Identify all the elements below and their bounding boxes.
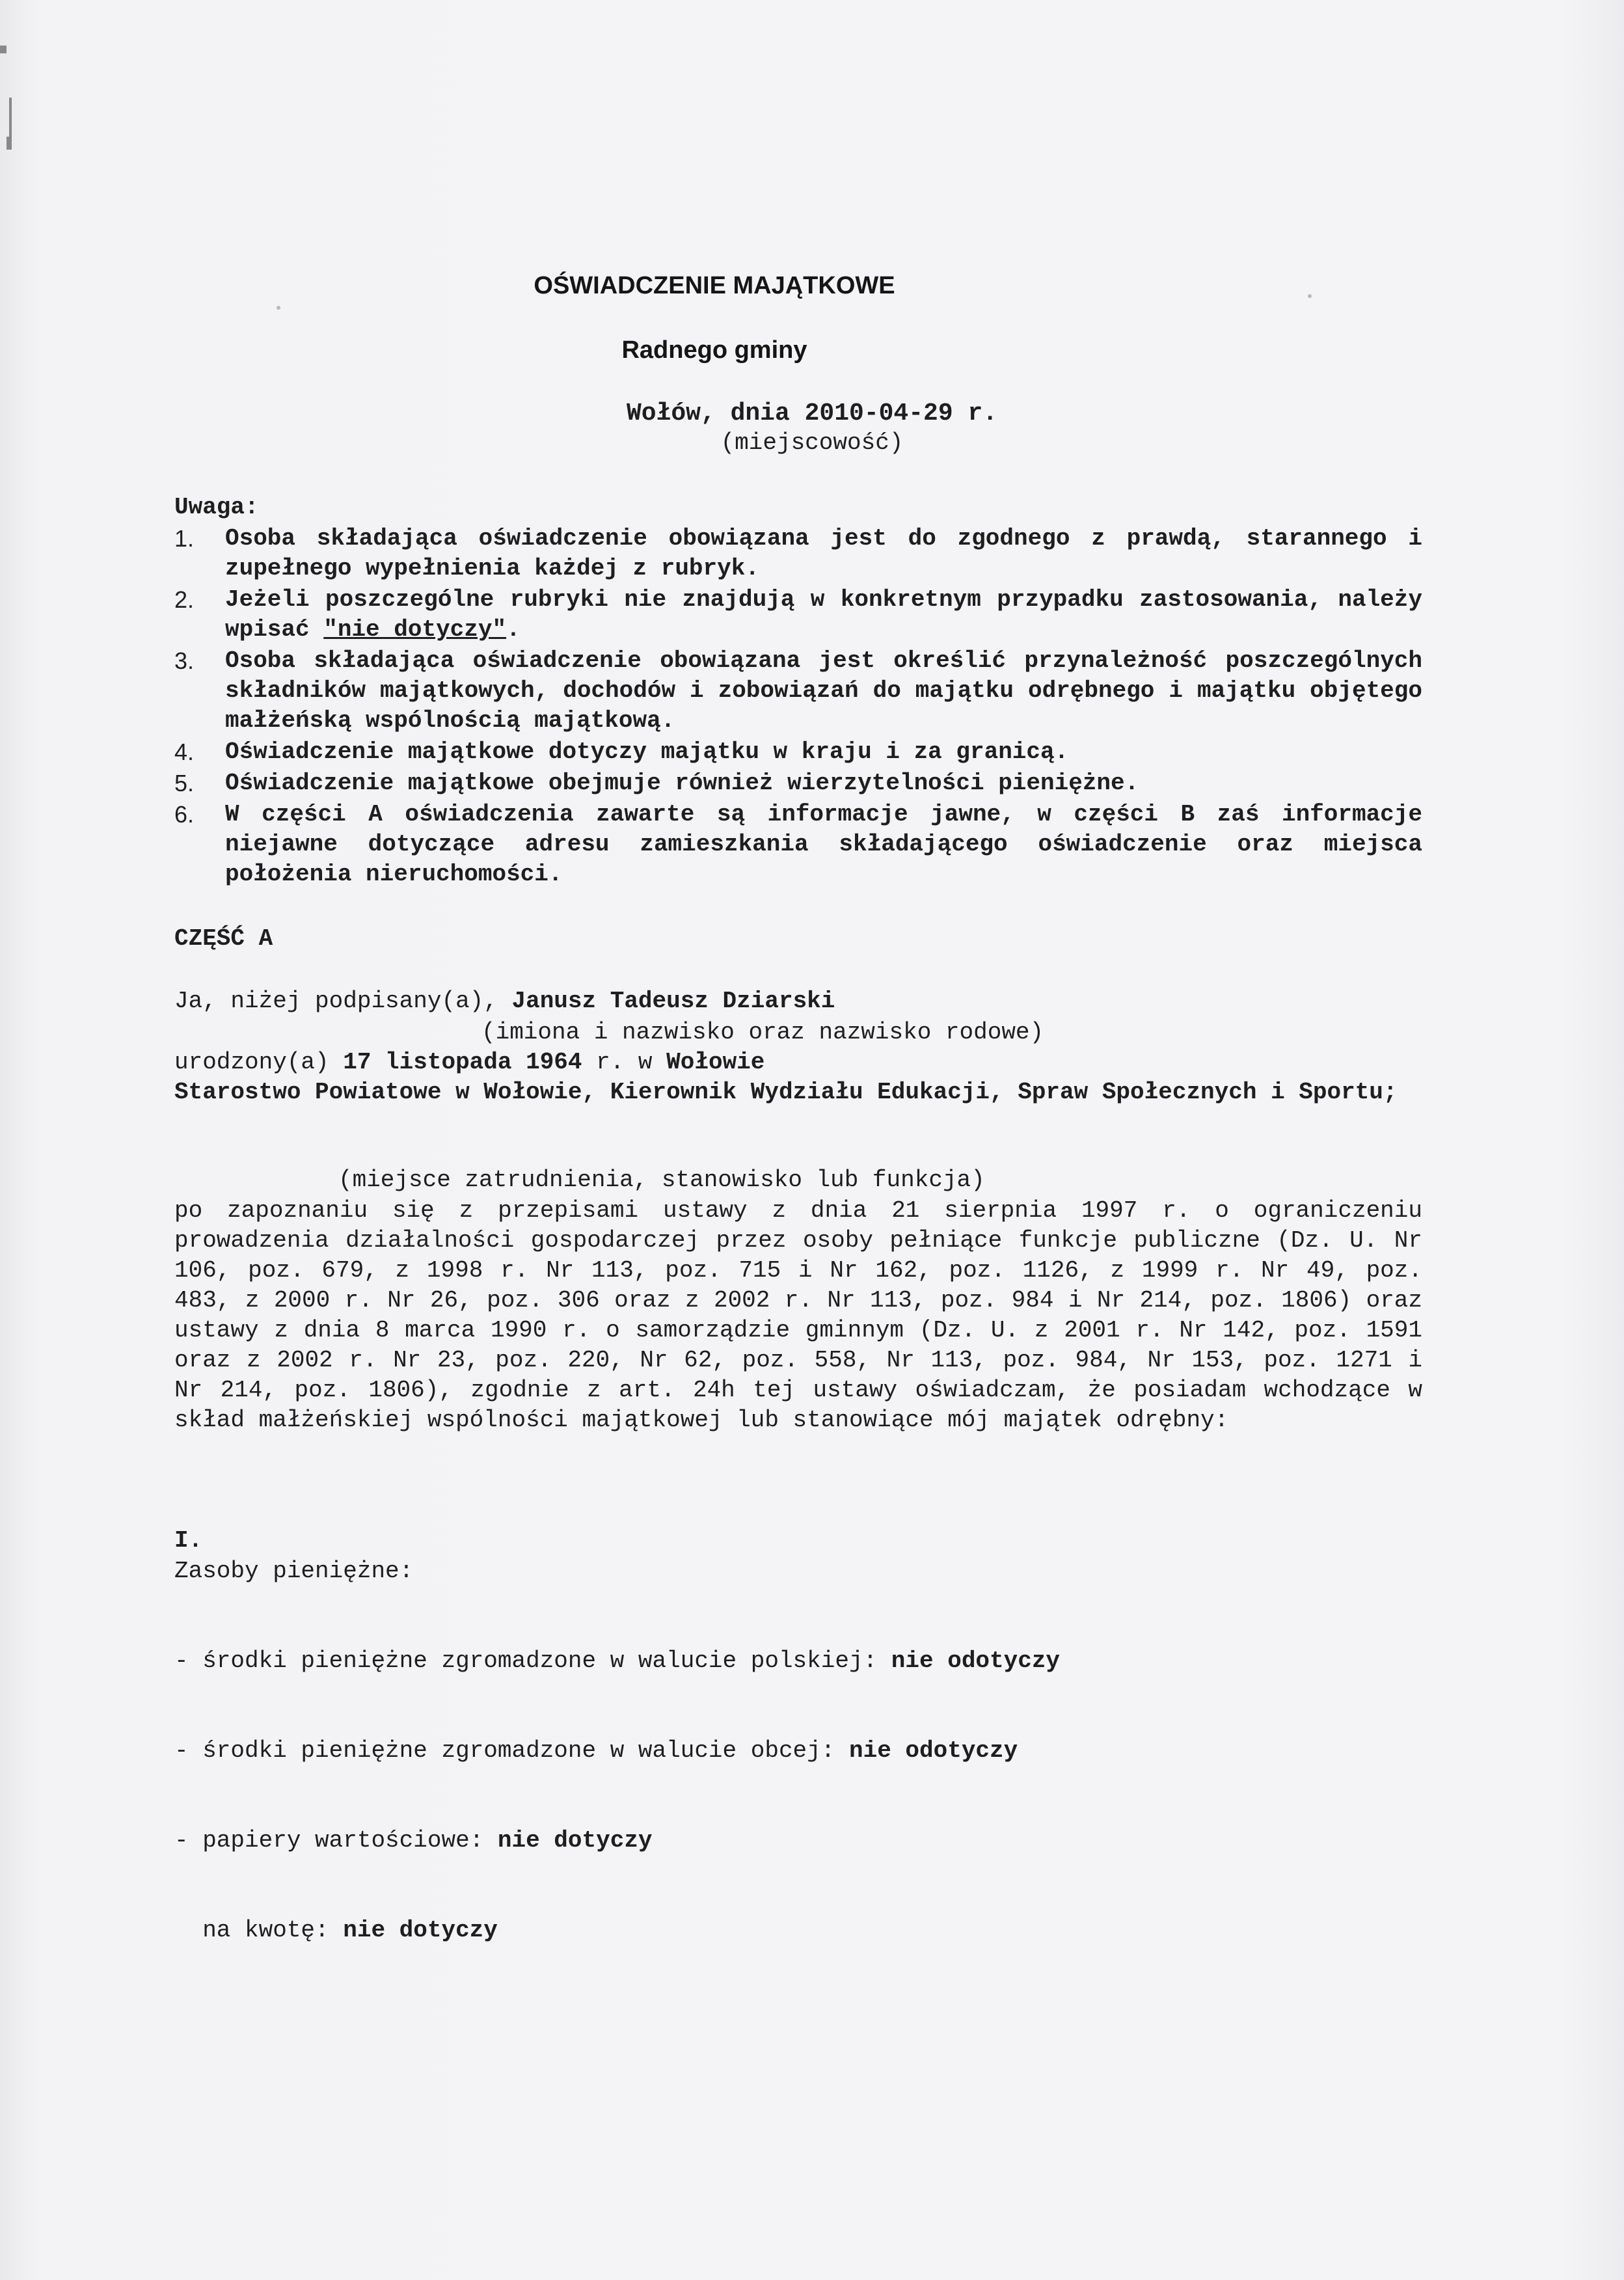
note-number: 5. [174, 770, 195, 796]
asset-row [174, 1826, 1422, 1856]
asset-label: na kwotę: [174, 1917, 329, 1944]
note-number: 6. [174, 801, 195, 828]
birth-line [174, 1048, 1422, 1078]
asset-label: - papiery wartościowe: [174, 1827, 484, 1854]
note-text: Osoba składająca oświadczenie obowiązana jest do zgodnego z prawdą, starannego i zupełnego wypełnienia każdej z rubryk. [225, 525, 1422, 582]
note-number: 4. [174, 739, 195, 765]
note-text: Osoba składająca oświadczenie obowiązana jest określić przynależność poszczególnych składników majątkowych, dochodów i zobowiązań do majątku odrębnego i majątku objętego małżeńską wspólnością majątkową. [225, 647, 1422, 734]
note-text: W części A oświadczenia zawarte są informacje jawne, w części B zaś informacje niejawne dotyczące adresu zamieszkania składającego oświadczenie oraz miejsca położenia nieruchomości. [225, 801, 1422, 888]
place-date [0, 400, 1624, 428]
asset-value: nie dotyczy [343, 1917, 498, 1944]
note-text: Jeżeli poszczególne rubryki nie znajdują w konkretnym przypadku zastosowania, należy wpisać [225, 586, 1422, 643]
place-caption-text: (miejscowość) [720, 429, 904, 456]
section-1-heading: I. [174, 1527, 203, 1554]
scan-edge-mark [7, 137, 12, 150]
born-label: urodzony(a) [174, 1049, 329, 1076]
asset-value: nie dotyczy [497, 1827, 653, 1854]
intro-label: Ja, niżej podpisany(a), [174, 988, 498, 1014]
note-item [174, 585, 1422, 645]
born-in-label: r. w [596, 1049, 653, 1076]
birth-date: 17 listopada 1964 [343, 1049, 582, 1076]
note-item [174, 768, 1422, 798]
asset-label: - środki pieniężne zgromadzone w walucie obcej: [174, 1737, 835, 1764]
notes-heading: Uwaga: [174, 494, 259, 521]
asset-row [174, 1736, 1422, 1766]
declarant-name: Janusz Tadeusz Dziarski [511, 988, 835, 1014]
assets-list [174, 1586, 1422, 1975]
asset-value: nie odotyczy [891, 1648, 1061, 1674]
document-title: OŚWIADCZENIE MAJĄTKOWE [534, 272, 895, 299]
note-item [174, 800, 1422, 889]
scan-speck [277, 306, 280, 310]
birth-place: Wołowie [666, 1049, 765, 1076]
part-a-heading: CZĘŚĆ A [174, 925, 273, 952]
place-caption [0, 429, 1624, 456]
document-subtitle: Radnego gminy [621, 336, 807, 364]
asset-value: nie odotyczy [848, 1737, 1018, 1764]
place-date-text: Wołów, dnia 2010-04-29 r. [626, 400, 998, 428]
asset-row [174, 1916, 1422, 1946]
name-caption: (imiona i nazwisko oraz nazwisko rodowe) [481, 1019, 1044, 1046]
section-1-label: Zasoby pieniężne: [174, 1558, 414, 1584]
note-item [174, 646, 1422, 736]
declarant-line [174, 986, 1422, 1016]
asset-row [174, 1646, 1422, 1676]
note-item [174, 737, 1422, 767]
note-number: 3. [174, 647, 195, 674]
note-text-underlined: "nie dotyczy" [323, 616, 507, 643]
legal-text: po zapoznaniu się z przepisami ustawy z dnia 21 sierpnia 1997 r. o ograniczeniu prowadzenia działalności gospodarczej przez osoby pełniące funkcje publiczne (Dz. U. Nr 106, poz. 679, z 1998 r. Nr 113, poz. 715 i Nr 162, poz. 1126, z 1999 r. Nr 49, poz. 483, z 2000 r. Nr 26, poz. 306 oraz z 2002 r. Nr 113, poz. 984 i Nr 214, poz. 1806) oraz ustawy z dnia 8 marca 1990 r. o samorządzie gminnym (Dz. U. z 2001 r. Nr 142, poz. 1591 oraz z 2002 r. Nr 23, poz. 220, Nr 62, poz. 558, Nr 113, poz. 984, Nr 153, poz. 1271 i Nr 214, poz. 1806), zgodnie z art. 24h tej ustawy oświadczam, że posiadam wchodzące w skład małżeńskiej wspólności majątkowej lub stanowiące mój majątek odrębny: [174, 1197, 1422, 1433]
employment-caption: (miejsce zatrudnienia, stanowisko lub funkcja) [338, 1167, 985, 1193]
note-text: Oświadczenie majątkowe dotyczy majątku w kraju i za granicą. [225, 739, 1069, 765]
asset-label: - środki pieniężne zgromadzone w walucie polskiej: [174, 1648, 878, 1674]
employment: Starostwo Powiatowe w Wołowie, Kierownik Wydziału Edukacji, Spraw Społecznych i Sportu; [174, 1079, 1398, 1106]
note-item [174, 524, 1422, 584]
note-text: Oświadczenie majątkowe obejmuje również wierzytelności pieniężne. [225, 770, 1139, 796]
scan-edge-mark [0, 46, 7, 53]
notes-list [174, 524, 1422, 891]
note-text-end: . [506, 616, 521, 643]
scan-edge-mark [9, 98, 12, 137]
note-number: 2. [174, 586, 195, 613]
note-number: 1. [174, 525, 195, 552]
